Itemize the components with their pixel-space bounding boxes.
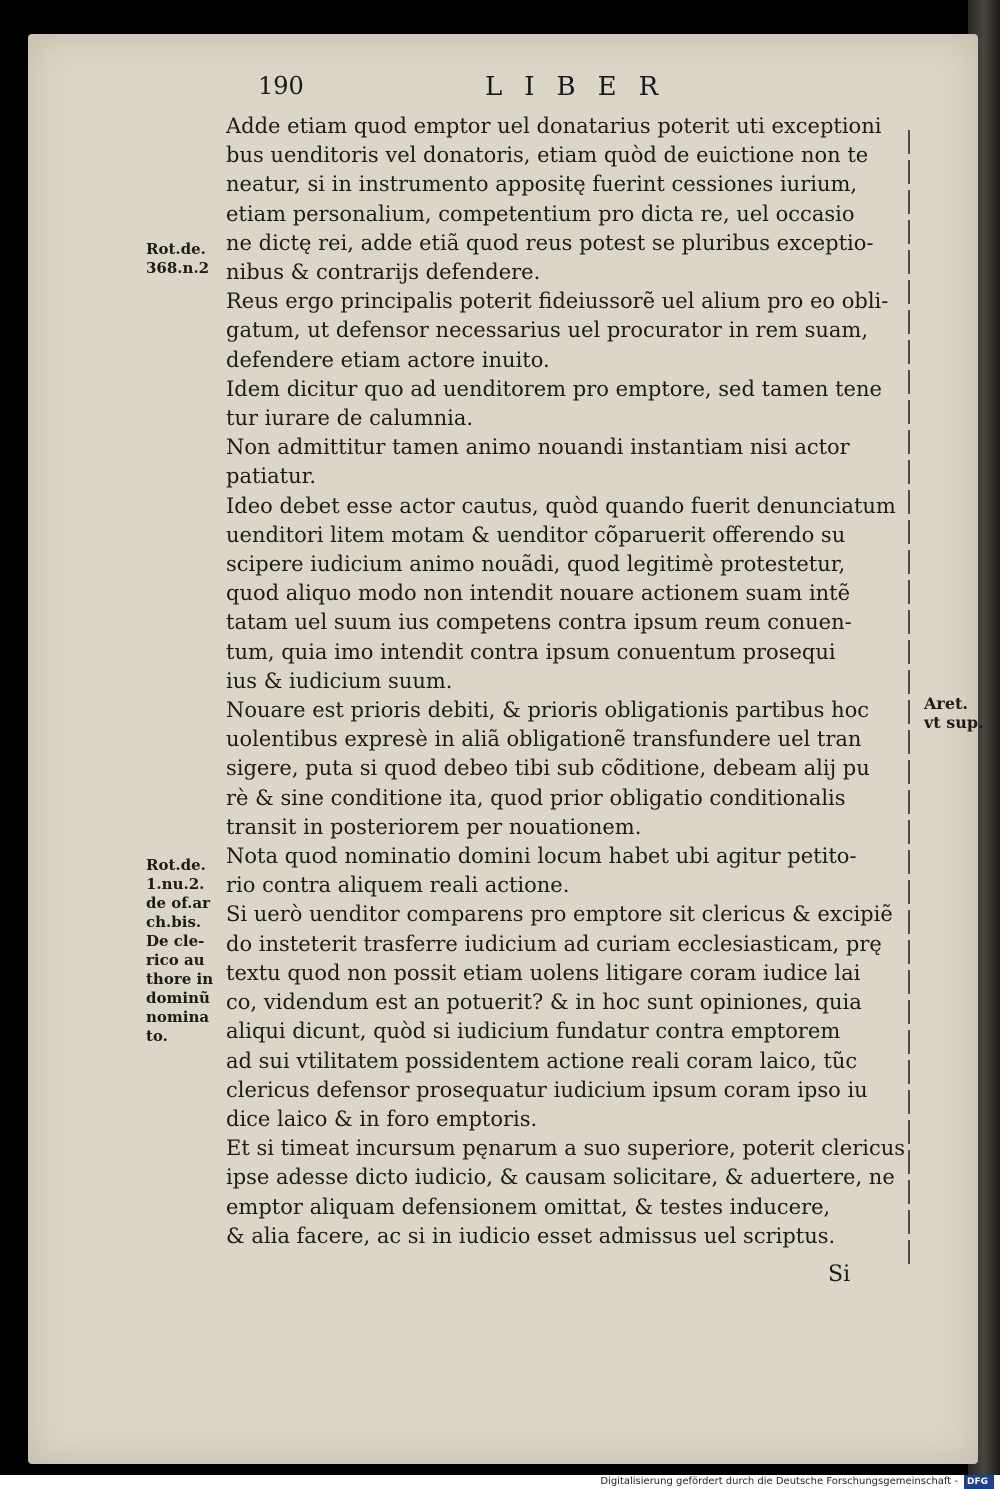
paragraph: Nouare est prioris debiti, & prioris obligationis partibus hoc uolentibus expresè in aliã obligationẽ transfundere uel tran sigere, puta si quod debeo tibi sub cõditione, debeam alij pu rè & sine conditione ita, quod prior obligatio conditionalis transit in posteriorem per nouationem. [226, 698, 870, 839]
dfg-logo: DFG [964, 1475, 994, 1489]
paragraph: Non admittitur tamen animo nouandi instantiam nisi actor patiatur. [226, 435, 850, 489]
margin-note-right-1: Aret. vt sup. [924, 694, 984, 732]
running-head: LIBER [485, 72, 681, 102]
margin-note-left-2: Rot.de. 1.nu.2. de of.ar ch.bis. De cle- rico au thore in dominũ nomina to. [146, 856, 214, 1045]
page-header [0, 72, 1000, 108]
main-text [226, 112, 906, 1251]
paragraph: Ideo debet esse actor cautus, quòd quando fuerit denunciatum uenditori litem motam & uenditor cõparuerit offerendo su scipere iudicium animo nouãdi, quod legitimè protestetur, quod aliquo modo non intendit nouare actionem suam intẽ tatam uel suum ius competens contra ipsum reum conuen- tum, quia imo intendit contra ipsum conuentum prosequi ius & iudicium suum. [226, 493, 896, 693]
paragraph: Reus ergo principalis poterit fideiussorẽ uel alium pro eo obli- gatum, ut defensor necessarius uel procurator in rem suam, defendere etiam actore inuito. [226, 289, 889, 372]
paragraph: Et si timeat incursum pęnarum a suo superiore, poterit clericus ipse adesse dicto iudicio, & causam solicitare, & aduertere, ne emptor aliquam defensionem omittat, & testes inducere, & alia facere, ac si in iudicio esset admissus uel scriptus. [226, 1136, 906, 1248]
catchword: Si [828, 1262, 851, 1287]
margin-note-left-1: Rot.de. 368.n.2 [146, 240, 210, 277]
paragraph: Adde etiam quod emptor uel donatarius poterit uti exceptioni bus uenditoris vel donatoris, etiam quòd de euictione non te neatur, si in instrumento appositę fuerint cessiones iurium, etiam personalium, competentium pro dicta re, uel occasio ne dictę rei, adde etiã quod reus potest se pluribus exceptio- nibus & contrarijs defendere. [226, 114, 882, 285]
folio-number: 190 [258, 72, 304, 100]
footer-text: Digitalisierung gefördert durch die Deutsche Forschungsgemeinschaft - [600, 1476, 958, 1487]
margin-rule [908, 130, 910, 1270]
digitization-footer [0, 1475, 1000, 1489]
paragraph: Nota quod nominatio domini locum habet ubi agitur petito- rio contra aliquem reali actione. [226, 844, 857, 898]
paragraph: Si uerò uenditor comparens pro emptore sit clericus & excipiẽ do insteterit trasferre iudicium ad curiam ecclesiasticam, prę textu quod non possit etiam uolens litigare coram iudice lai co, videndum est an potuerit? & in hoc sunt opiniones, quia aliqui dicunt, quòd si iudicium fundatur contra emptorem ad sui vtilitatem possidentem actione reali coram laico, tũc clericus defensor prosequatur iudicium ipsum coram ipso iu dice laico & in foro emptoris. [226, 902, 893, 1131]
paragraph: Idem dicitur quo ad uenditorem pro emptore, sed tamen tene tur iurare de calumnia. [226, 376, 882, 431]
